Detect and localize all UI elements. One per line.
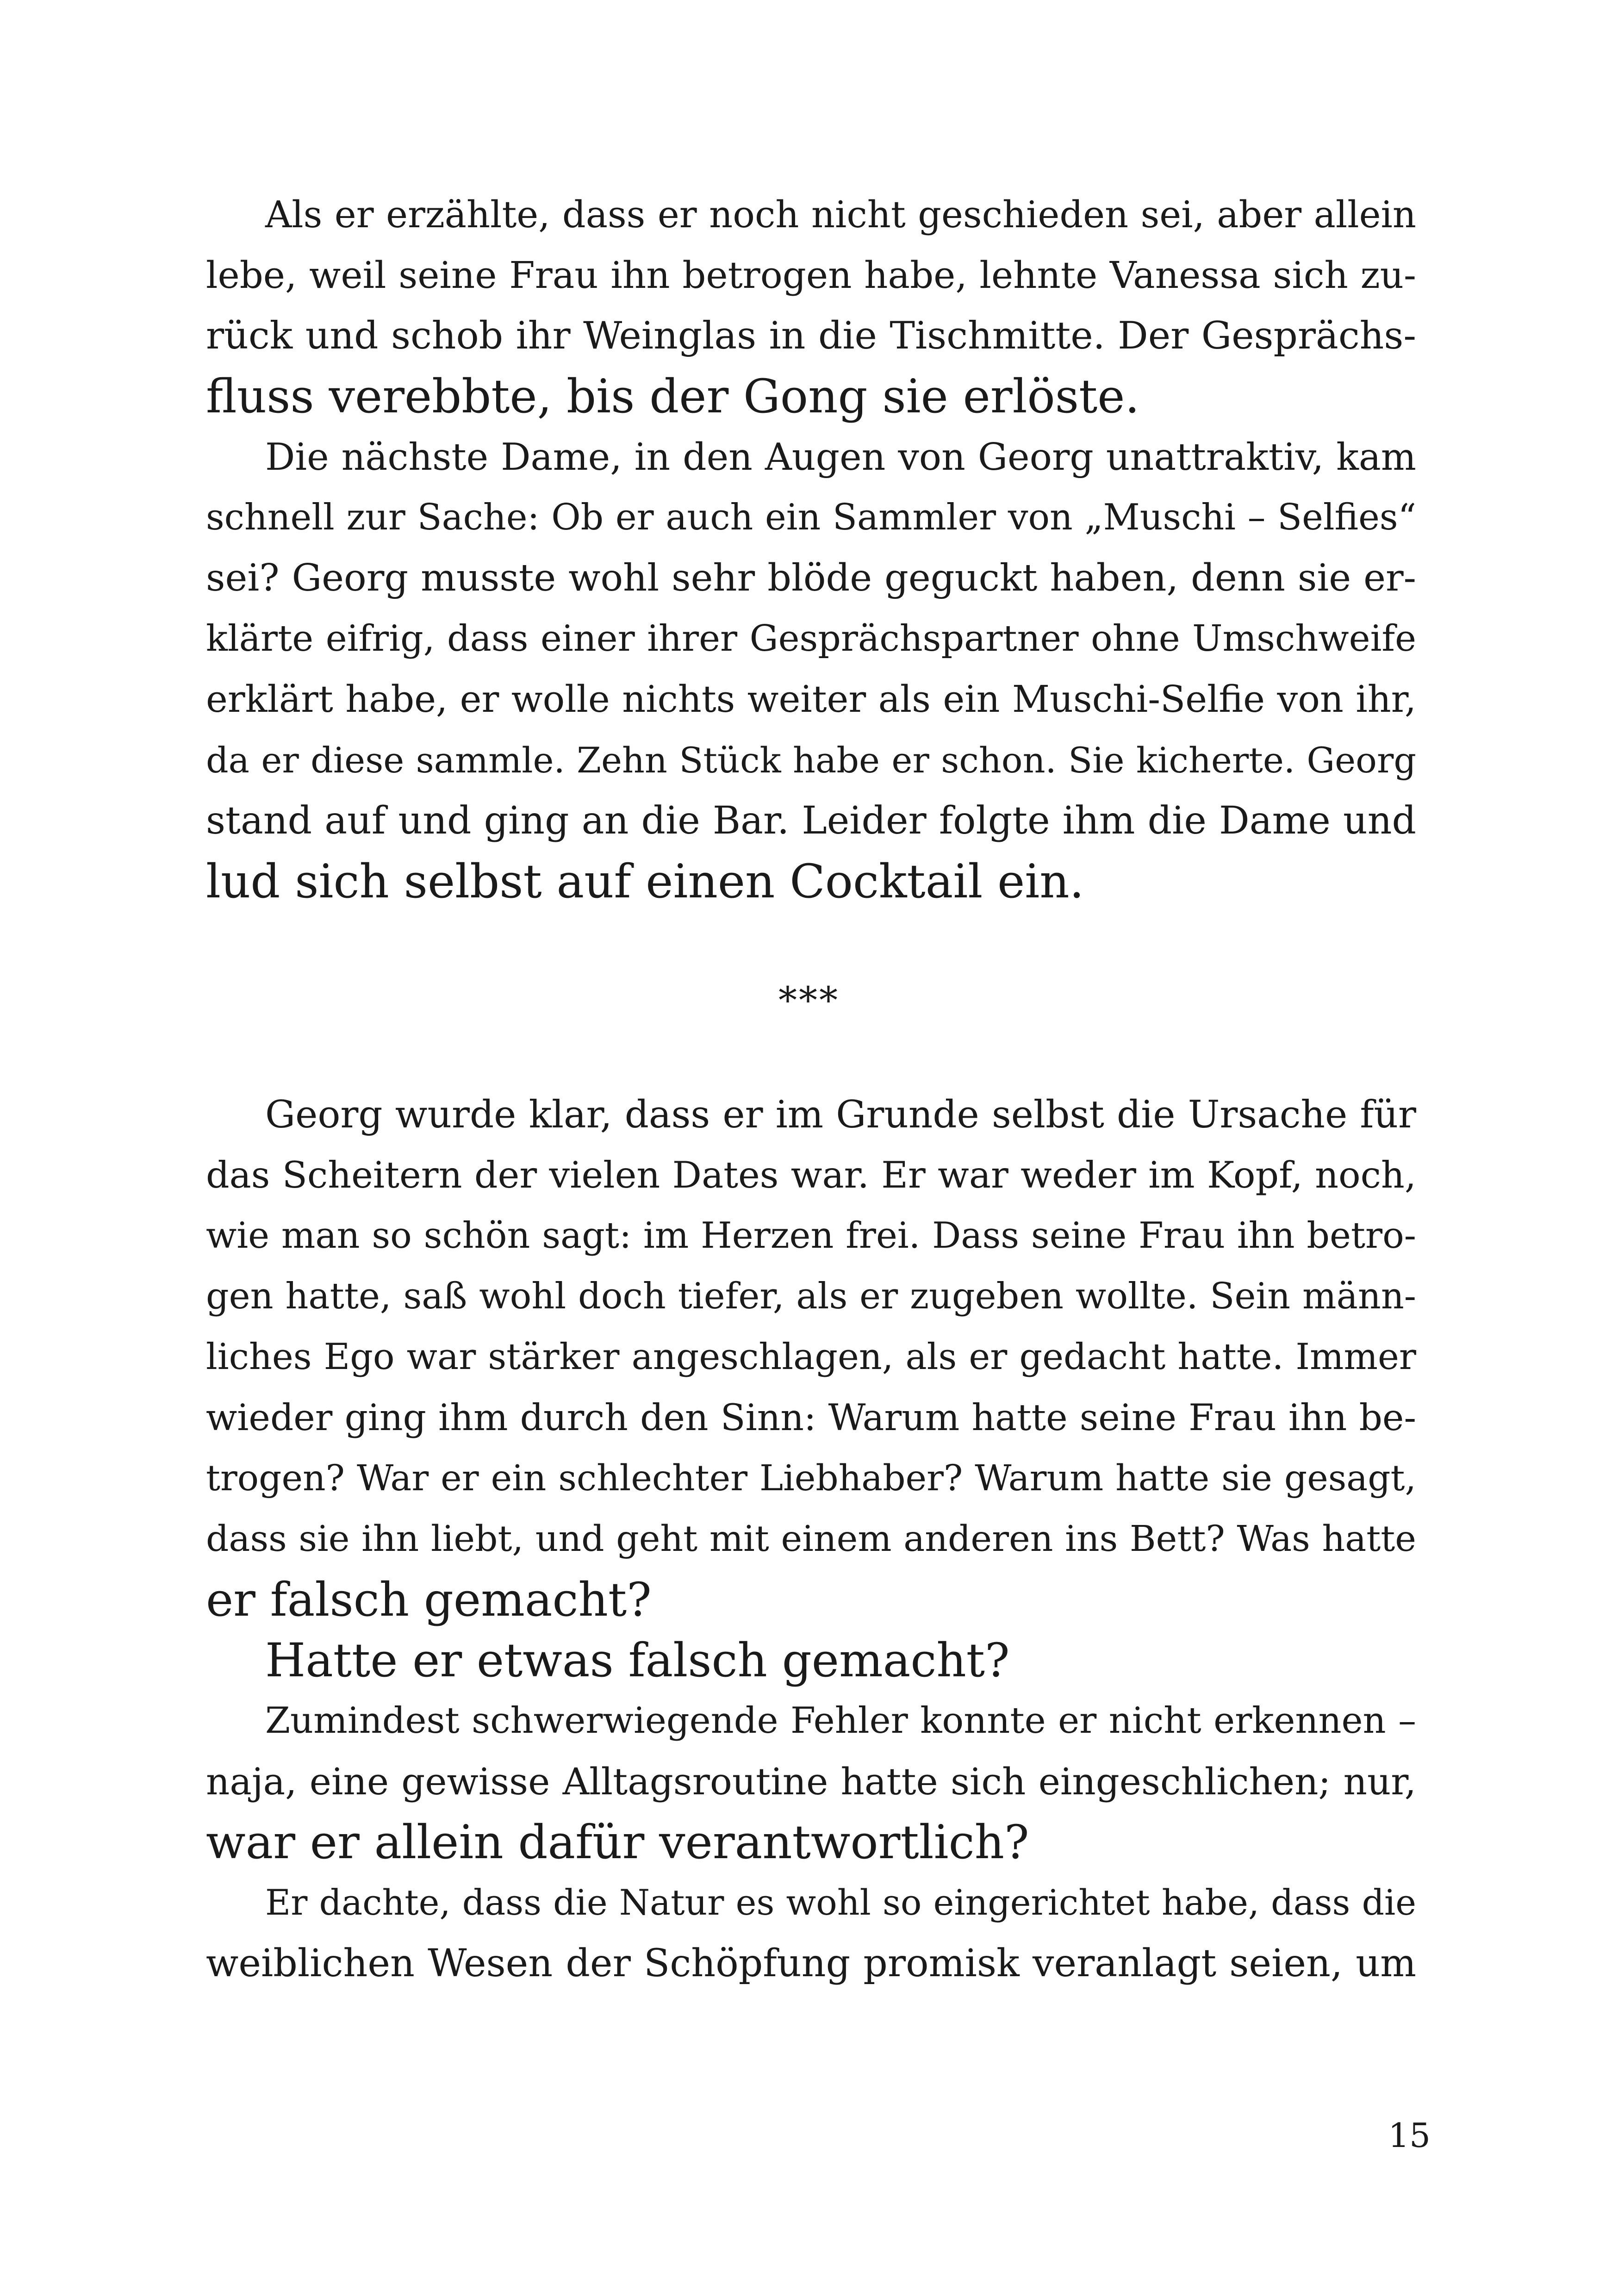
text-line: Die nächste Dame, in den Augen von Georg unattraktiv, kam <box>265 435 1416 479</box>
text-line: liches Ego war stärker angeschlagen, als er gedacht hatte. Immer <box>206 1336 1416 1378</box>
text-line: da er diese sammle. Zehn Stück habe er schon. Sie kicherte. Georg <box>206 740 1416 781</box>
text-line: trogen? War er ein schlechter Liebhaber? Warum hatte sie gesagt, <box>206 1457 1416 1499</box>
text-line: fluss verebbte, bis der Gong sie erlöste. <box>206 369 1140 423</box>
text-line: schnell zur Sache: Ob er auch ein Sammler von „Muschi – Selfies“ <box>206 497 1416 538</box>
text-line: Georg wurde klar, dass er im Grunde selbst die Ursache für <box>265 1093 1416 1137</box>
text-line: war er allein dafür verantwortlich? <box>206 1815 1029 1869</box>
text-line: wie man so schön sagt: im Herzen frei. Dass seine Frau ihn betro- <box>206 1215 1416 1257</box>
text-line: sei? Georg musste wohl sehr blöde geguckt haben, denn sie er- <box>206 556 1416 600</box>
text-line: lud sich selbst auf einen Cocktail ein. <box>206 854 1084 908</box>
text-line: wieder ging ihm durch den Sinn: Warum hatte seine Frau ihn be- <box>206 1396 1416 1439</box>
text-line: lebe, weil seine Frau ihn betrogen habe, lehnte Vanessa sich zu- <box>206 254 1416 297</box>
text-section-one <box>206 184 1416 912</box>
text-line: Er dachte, dass die Natur es wohl so eingerichtet habe, dass die <box>265 1882 1416 1923</box>
text-line: Als er erzählte, dass er noch nicht geschieden sei, aber allein <box>265 193 1416 236</box>
text-section-two <box>206 1084 1416 1994</box>
text-line: weiblichen Wesen der Schöpfung promisk veranlagt seien, um <box>206 1941 1416 1985</box>
text-line: klärte eifrig, dass einer ihrer Gesprächspartner ohne Umschweife <box>206 618 1416 660</box>
text-line: das Scheitern der vielen Dates war. Er war weder im Kopf, noch, <box>206 1154 1416 1196</box>
text-line: gen hatte, saß wohl doch tiefer, als er zugeben wollte. Sein männ- <box>206 1276 1416 1317</box>
text-line: Hatte er etwas falsch gemacht? <box>265 1633 1010 1687</box>
text-line: dass sie ihn liebt, und geht mit einem anderen ins Bett? Was hatte <box>206 1518 1416 1560</box>
text-line: Zumindest schwerwiegende Fehler konnte er nicht erkennen – <box>265 1700 1416 1742</box>
text-line: er falsch gemacht? <box>206 1573 652 1627</box>
text-line: stand auf und ging an die Bar. Leider folgte ihm die Dame und <box>206 799 1416 843</box>
text-line: erklärt habe, er wolle nichts weiter als ein Muschi-Selfie von ihr, <box>206 678 1416 721</box>
text-line: rück und schob ihr Weinglas in die Tischmitte. Der Gesprächs- <box>206 314 1416 358</box>
section-separator: *** <box>778 979 840 1022</box>
text-line: naja, eine gewisse Alltagsroutine hatte sich eingeschlichen; nur, <box>206 1760 1416 1803</box>
page-number: 15 <box>1388 2116 1431 2155</box>
